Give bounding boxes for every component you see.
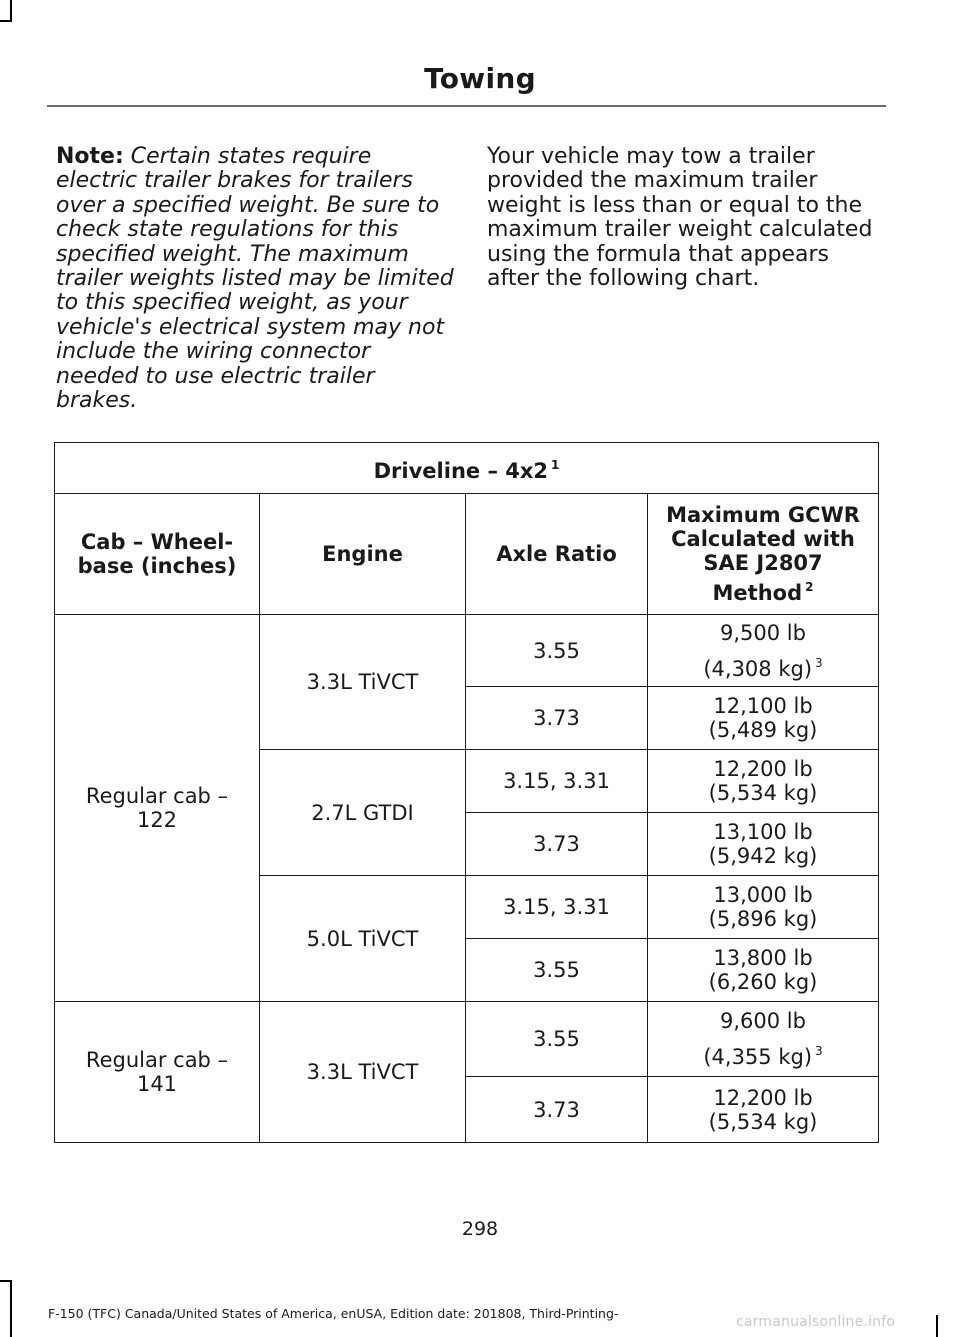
engine-cell: 2.7L GTDI xyxy=(260,750,466,876)
cab-cell: Regular cab – 122 xyxy=(55,615,260,1002)
axle-cell: 3.73 xyxy=(466,687,648,750)
gcwr-lb: 12,200 lb xyxy=(713,757,813,781)
caption-text: Driveline – 4x2 xyxy=(373,459,549,483)
crop-mark xyxy=(10,0,12,22)
table-header-row xyxy=(55,494,879,615)
header-gcwr-text: Maximum GCWR Calculated with SAE J2807 Method xyxy=(666,503,860,605)
gcwr-lb: 13,800 lb xyxy=(713,946,813,970)
crop-mark xyxy=(0,1280,12,1282)
table-row xyxy=(55,615,879,687)
gcwr-lb: 12,200 lb xyxy=(713,1085,813,1110)
engine-cell: 3.3L TiVCT xyxy=(260,615,466,750)
cab-cell: Regular cab – 141 xyxy=(55,1002,260,1143)
watermark: carmanualsonline.info xyxy=(736,1314,896,1330)
gcwr-kg: (5,942 kg) xyxy=(708,844,818,868)
page-title: Towing xyxy=(424,62,536,95)
header-engine: Engine xyxy=(260,494,466,615)
table-caption-row xyxy=(55,443,879,494)
gcwr-cell xyxy=(648,1077,879,1143)
table-row xyxy=(55,1002,879,1077)
engine-cell: 3.3L TiVCT xyxy=(260,1002,466,1143)
gcwr-lb: 9,500 lb xyxy=(720,620,806,645)
axle-cell: 3.73 xyxy=(466,813,648,876)
gcwr-kg: (4,355 kg) xyxy=(703,1045,813,1069)
gcwr-footnote: 3 xyxy=(815,655,823,670)
intro-paragraph: Your vehicle may tow a trailer provided the maximum trailer weight is less than or equal to the maximum trailer weight calculated using the formula that appears after the following chart. xyxy=(487,144,873,292)
header-axle: Axle Ratio xyxy=(466,494,648,615)
gcwr-kg: (4,308 kg) xyxy=(703,656,813,681)
gcwr-lb: 13,100 lb xyxy=(713,820,813,844)
gcwr-cell xyxy=(648,750,879,813)
gcwr-kg: (5,896 kg) xyxy=(708,907,818,931)
gcwr-cell xyxy=(648,1002,879,1077)
axle-cell: 3.15, 3.31 xyxy=(466,750,648,813)
axle-cell: 3.55 xyxy=(466,939,648,1002)
gcwr-lb: 13,000 lb xyxy=(713,883,813,907)
axle-cell: 3.73 xyxy=(466,1077,648,1143)
gcwr-cell xyxy=(648,615,879,687)
caption-footnote: 1 xyxy=(551,458,560,472)
header-gcwr-footnote: 2 xyxy=(805,580,814,594)
gcwr-lb: 9,600 lb xyxy=(720,1009,806,1033)
note-text: Certain states require electric trailer brakes for trailers over a specified weight. Be sure to check state regulations for this specified weight. The maximum trailer weights listed may be limited to this specified weight, as your vehicle's electrical system may not include the wiring connector needed to use electric trailer brakes. xyxy=(56,144,454,414)
header-cab: Cab – Wheel-base (inches) xyxy=(55,494,260,615)
gcwr-kg: (5,489 kg) xyxy=(708,718,818,742)
gcwr-cell xyxy=(648,876,879,939)
axle-cell: 3.55 xyxy=(466,615,648,687)
gcwr-footnote: 3 xyxy=(815,1044,823,1058)
gcwr-cell xyxy=(648,687,879,750)
engine-cell: 5.0L TiVCT xyxy=(260,876,466,1002)
crop-mark xyxy=(936,1315,938,1337)
header-rule xyxy=(47,105,886,107)
page-number: 298 xyxy=(461,1218,499,1240)
gcwr-kg-wrap xyxy=(656,1039,870,1069)
gcwr-kg: (5,534 kg) xyxy=(708,1109,818,1134)
note-paragraph xyxy=(56,145,456,413)
gcwr-cell xyxy=(648,939,879,1002)
gcwr-cell xyxy=(648,813,879,876)
edition-footer: F-150 (TFC) Canada/United States of America, enUSA, Edition date: 201808, Third-Printing- xyxy=(48,1306,619,1321)
towing-spec-table xyxy=(54,442,879,1143)
gcwr-kg: (5,534 kg) xyxy=(708,781,818,805)
note-label: Note: xyxy=(56,144,124,169)
axle-cell: 3.55 xyxy=(466,1002,648,1077)
header-gcwr xyxy=(648,494,879,615)
gcwr-kg: (6,260 kg) xyxy=(708,970,818,994)
table-caption xyxy=(55,443,879,494)
crop-mark xyxy=(0,20,12,22)
gcwr-lb: 12,100 lb xyxy=(713,694,813,718)
gcwr-kg-wrap xyxy=(656,651,870,681)
axle-cell: 3.15, 3.31 xyxy=(466,876,648,939)
crop-mark xyxy=(10,1280,12,1337)
